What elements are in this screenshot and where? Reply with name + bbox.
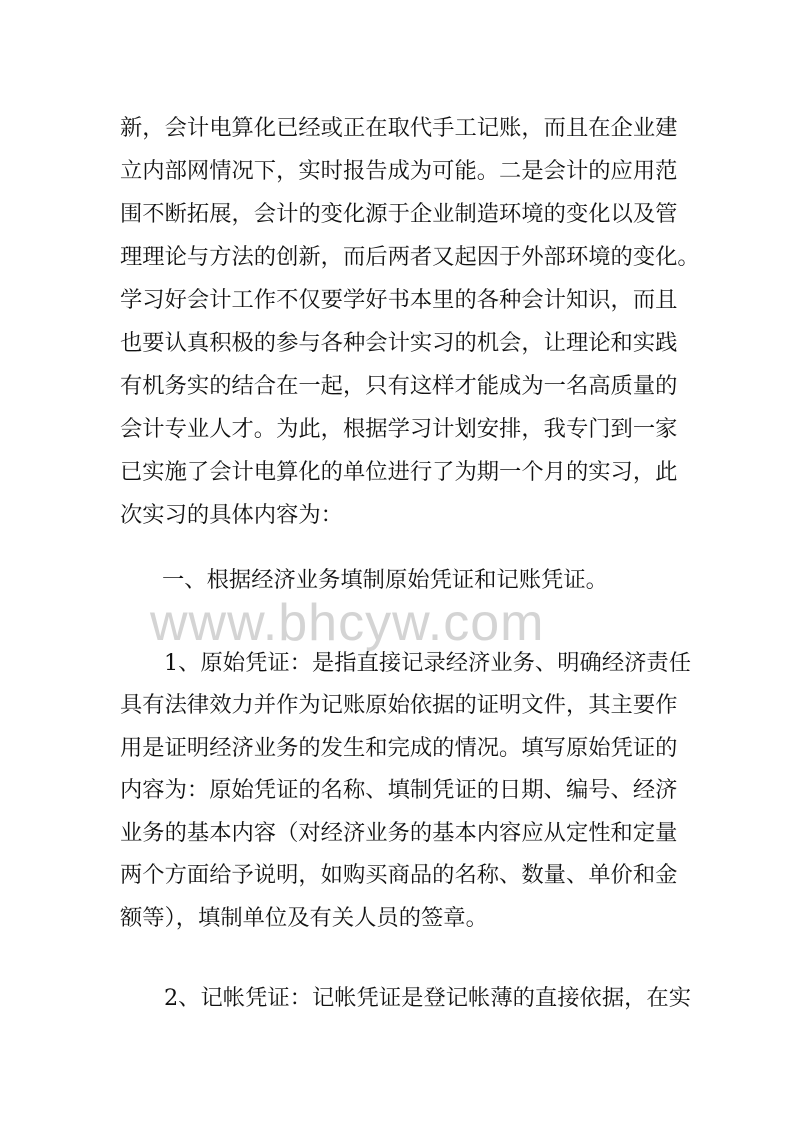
text-line: 两个方面给予说明，如购买商品的名称、数量、单价和金	[120, 862, 678, 888]
text-line: 新，会计电算化已经或正在取代手工记账，而且在企业建	[120, 115, 678, 141]
text-line: 具有法律效力并作为记账原始依据的证明文件，其主要作	[120, 692, 678, 718]
text-line: 额等），填制单位及有关人员的签章。	[120, 905, 488, 931]
text-line: 2、记帐凭证：记帐凭证是登记帐薄的直接依据，在实	[164, 985, 692, 1011]
section-heading: 一、根据经济业务填制原始凭证和记账凭证。	[162, 567, 608, 593]
text-line: 1、原始凭证：是指直接记录经济业务、明确经济责任	[164, 650, 692, 676]
text-line: 有机务实的结合在一起，只有这样才能成为一名高质量的	[120, 373, 678, 399]
text-line: 用是证明经济业务的发生和完成的情况。填写原始凭证的	[120, 735, 678, 761]
text-line: 立内部网情况下，实时报告成为可能。二是会计的应用范	[120, 158, 678, 184]
text-line: 次实习的具体内容为：	[120, 502, 343, 528]
text-line: 业务的基本内容（对经济业务的基本内容应从定性和定量	[120, 820, 678, 846]
text-line: 学习好会计工作不仅要学好书本里的各种会计知识，而且	[120, 287, 678, 313]
text-line: 也要认真积极的参与各种会计实习的机会，让理论和实践	[120, 330, 678, 356]
text-line: 内容为：原始凭证的名称、填制凭证的日期、编号、经济	[120, 777, 678, 803]
text-line: 理理论与方法的创新，而后两者又起因于外部环境的变化。	[120, 244, 700, 270]
watermark: www.bhcyw.com	[150, 594, 545, 652]
text-line: 围不断拓展，会计的变化源于企业制造环境的变化以及管	[120, 201, 678, 227]
text-line: 会计专业人才。为此，根据学习计划安排，我专门到一家	[120, 416, 678, 442]
text-line: 已实施了会计电算化的单位进行了为期一个月的实习，此	[120, 459, 678, 485]
